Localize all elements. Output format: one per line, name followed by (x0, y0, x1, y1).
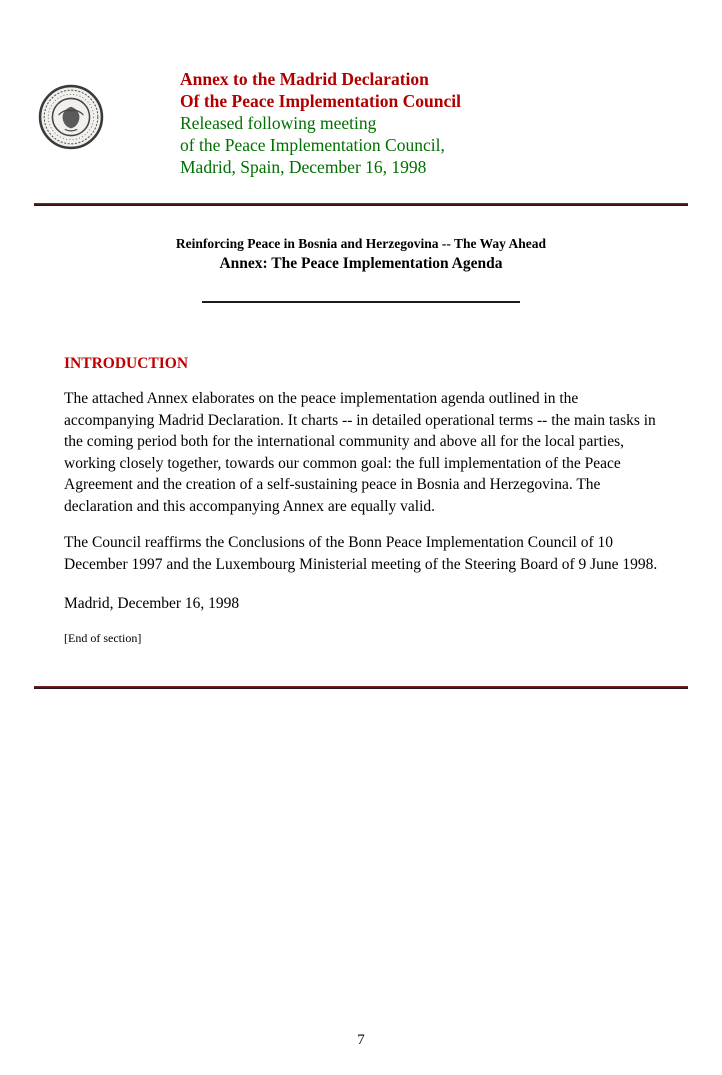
header-title-line-1: Annex to the Madrid Declaration (180, 69, 429, 89)
header-subtitle-line-3: Madrid, Spain, December 16, 1998 (180, 157, 427, 177)
footer-divider (34, 686, 688, 689)
header-subtitle-line-1: Released following meeting (180, 113, 377, 133)
body-paragraph-2: The Council reaffirms the Conclusions of the Bonn Peace Implementation Council of 10 December 1997 and the Luxembourg Ministerial meeting of the Steering Board of 9 June 1998. (64, 534, 658, 573)
end-of-section-note: [End of section] (64, 631, 142, 645)
document-heading-line-2: Annex: The Peace Implementation Agenda (219, 255, 503, 272)
page-number: 7 (357, 1032, 365, 1048)
header-text-block (180, 68, 461, 178)
dateline: Madrid, December 16, 1998 (64, 595, 240, 612)
section-title: INTRODUCTION (64, 355, 189, 372)
header-title-line-2: Of the Peace Implementation Council (180, 91, 461, 111)
header-divider (34, 203, 688, 206)
state-department-seal-icon (38, 84, 104, 150)
document-header (0, 0, 722, 178)
body-paragraph-1: The attached Annex elaborates on the peace implementation agenda outlined in the accompanying Madrid Declaration. It charts -- in detailed operational terms -- the main tasks in the coming period both for the international community and above all for the local parties, working closely together, towards our common goal: the full implementation of the Peace Agreement and the creation of a self-sustaining peace in Bosnia and Herzegovina. The declaration and this accompanying Annex are equally valid. (64, 390, 656, 515)
document-heading-line-1: Reinforcing Peace in Bosnia and Herzegovina -- The Way Ahead (175, 236, 547, 251)
heading-divider (202, 301, 520, 303)
header-subtitle-line-2: of the Peace Implementation Council, (180, 135, 445, 155)
document-heading (0, 236, 722, 273)
